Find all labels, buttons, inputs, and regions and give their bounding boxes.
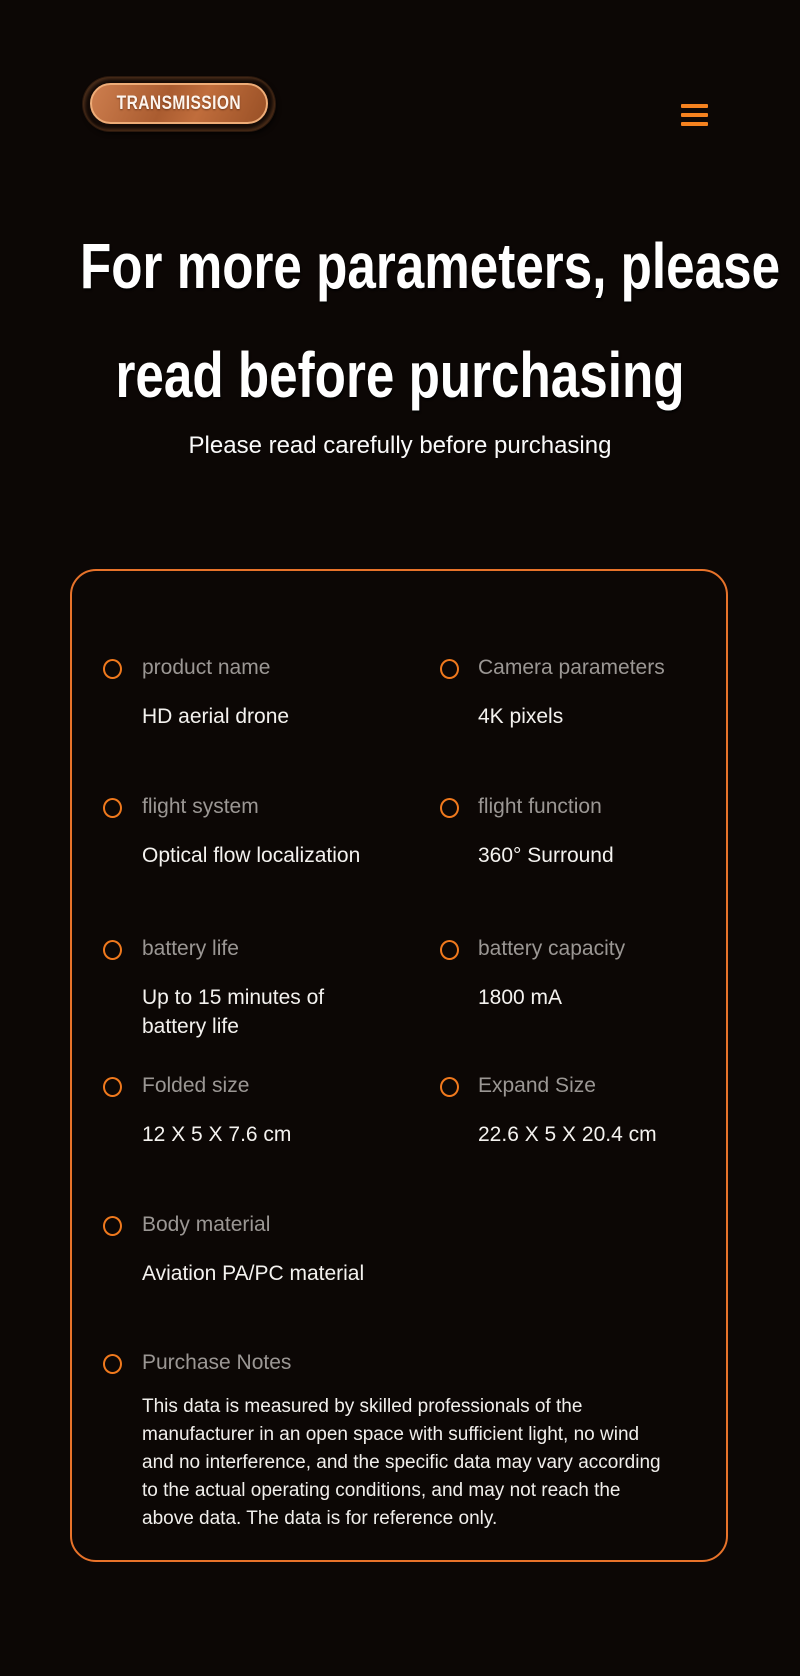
spec-item-purchase-notes (103, 1351, 683, 1533)
spec-label: Camera parameters (478, 656, 665, 679)
circle-bullet-icon (440, 940, 459, 960)
circle-bullet-icon (103, 940, 122, 960)
page-title-line2: read before purchasing (115, 339, 685, 411)
spec-label: flight function (478, 795, 602, 818)
spec-item-flight-system (103, 795, 403, 870)
hamburger-bar (681, 113, 708, 117)
spec-value: Aviation PA/PC material (142, 1262, 365, 1285)
hamburger-bar (681, 122, 708, 126)
spec-item-folded-size (103, 1074, 403, 1149)
spec-label: Body material (142, 1213, 271, 1236)
spec-value: 360° Surround (478, 844, 614, 867)
transmission-badge-label: TRANSMISSION (116, 92, 242, 114)
spec-item-camera-parameters (440, 656, 740, 731)
spec-label: Expand Size (478, 1074, 596, 1097)
spec-value: 1800 mA (478, 986, 563, 1009)
page-title-line1: For more parameters, please (80, 230, 781, 302)
transmission-badge[interactable] (83, 77, 275, 131)
circle-bullet-icon (440, 659, 459, 679)
spec-label: battery life (142, 937, 239, 960)
spec-label: product name (142, 656, 271, 679)
purchase-notes-text: This data is measured by skilled professionals of the manufacturer in an open space with sufficient light, no wind and no interference, and the specific data may vary according to the actual operating conditions, and may not reach the above data. The data is for reference only. (142, 1396, 661, 1529)
hamburger-bar (681, 104, 708, 108)
spec-item-expand-size (440, 1074, 740, 1149)
circle-bullet-icon (103, 798, 122, 818)
spec-value: 12 X 5 X 7.6 cm (142, 1123, 292, 1146)
spec-label: flight system (142, 795, 259, 818)
spec-item-battery-life (103, 937, 403, 1041)
spec-value: Up to 15 minutes of battery life (142, 986, 325, 1038)
circle-bullet-icon (440, 1077, 459, 1097)
circle-bullet-icon (103, 659, 122, 679)
spec-item-body-material (103, 1213, 403, 1288)
spec-label: battery capacity (478, 937, 626, 960)
circle-bullet-icon (103, 1216, 122, 1236)
page-subtitle: Please read carefully before purchasing (188, 432, 612, 459)
spec-label: Purchase Notes (142, 1351, 292, 1374)
spec-value: 4K pixels (478, 705, 564, 728)
spec-value: Optical flow localization (142, 844, 361, 867)
page-title (80, 212, 781, 430)
circle-bullet-icon (103, 1354, 122, 1374)
circle-bullet-icon (103, 1077, 122, 1097)
spec-item-product-name (103, 656, 403, 731)
spec-value: HD aerial drone (142, 705, 290, 728)
spec-item-flight-function (440, 795, 740, 870)
hamburger-menu-icon[interactable] (681, 104, 708, 130)
circle-bullet-icon (440, 798, 459, 818)
spec-label: Folded size (142, 1074, 250, 1097)
spec-item-battery-capacity (440, 937, 740, 1012)
spec-value: 22.6 X 5 X 20.4 cm (478, 1123, 657, 1146)
transmission-badge-face (90, 83, 268, 124)
